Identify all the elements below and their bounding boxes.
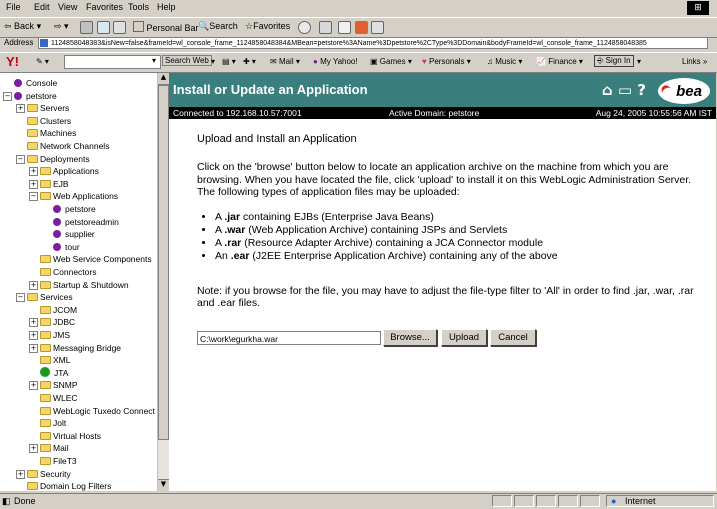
messenger-icon[interactable] — [355, 21, 368, 34]
folder-icon — [40, 268, 51, 276]
expand-icon[interactable]: + — [30, 381, 37, 390]
file-type-extension: .jar — [224, 210, 241, 223]
file-type-extension: .ear — [230, 249, 250, 262]
expand-icon[interactable]: + — [17, 469, 24, 478]
file-path-input[interactable] — [197, 331, 381, 345]
file-types-list — [197, 211, 707, 263]
sign-in-icon: ⎆ — [597, 56, 604, 65]
tree-item[interactable] — [40, 405, 155, 417]
tree-item[interactable] — [40, 354, 70, 366]
zone-text: Internet — [625, 496, 656, 506]
file-type-extension: .war — [224, 223, 246, 236]
sign-in-button[interactable] — [594, 55, 634, 67]
folder-icon — [40, 394, 51, 402]
menu-view[interactable]: View — [58, 2, 78, 12]
status-panel-3 — [536, 495, 556, 507]
browse-button[interactable]: Browse... — [383, 329, 437, 346]
music-button[interactable]: ♫ Music ▾ — [487, 57, 523, 66]
tree-item[interactable] — [40, 455, 77, 467]
tree-item-label: EJB — [53, 178, 69, 189]
upload-content — [197, 133, 707, 310]
node-icon — [53, 230, 61, 238]
folder-icon — [40, 318, 51, 326]
datetime-text: Aug 24, 2005 10:55:56 AM IST — [595, 108, 712, 118]
tree-item-label: petstoreadmin — [65, 216, 119, 227]
folder-icon — [40, 306, 51, 314]
finance-icon: 📈 — [536, 57, 546, 66]
folder-icon — [40, 281, 51, 289]
menu-bar — [0, 0, 717, 17]
tree-item[interactable] — [53, 216, 119, 228]
folder-icon — [40, 180, 51, 188]
search-button[interactable] — [198, 21, 238, 32]
folder-icon — [40, 419, 51, 427]
tree-item[interactable] — [27, 115, 71, 127]
games-button[interactable]: ▣ Games ▾ — [370, 57, 412, 66]
yahoo-logo[interactable]: Y! — [6, 54, 19, 69]
file-type-prefix: A — [215, 236, 225, 249]
status-bar — [0, 493, 717, 509]
tree-item[interactable] — [27, 468, 71, 480]
collapse-icon[interactable]: − — [17, 154, 24, 163]
search-icon: 🔍 — [198, 21, 210, 31]
tree-item-label: FileT3 — [53, 456, 77, 466]
finance-button[interactable]: 📈 Finance ▾ — [536, 57, 583, 66]
links-label: Links — [682, 57, 701, 66]
folder-icon — [40, 356, 51, 364]
folder-icon — [27, 117, 38, 125]
personals-button[interactable]: ♥ Personals ▾ — [422, 57, 471, 66]
pencil-icon[interactable]: ✎ ▾ — [36, 57, 49, 66]
page-title: Install or Update an Application — [173, 82, 368, 97]
favorites-label: Favorites — [253, 21, 291, 31]
tree-item[interactable] — [40, 266, 96, 278]
file-type-item — [215, 237, 707, 250]
tree-item[interactable] — [53, 228, 95, 240]
back-label: Back — [14, 21, 35, 31]
tree-item[interactable] — [40, 367, 68, 379]
status-panel-1 — [492, 495, 512, 507]
folder-icon — [27, 142, 38, 150]
tree-item-label: Services — [40, 292, 73, 303]
folder-icon — [40, 457, 51, 465]
tree-item[interactable] — [14, 90, 57, 102]
node-icon — [53, 218, 61, 226]
header-icons — [602, 81, 646, 99]
history-icon[interactable] — [298, 21, 311, 34]
scroll-thumb[interactable] — [158, 85, 169, 440]
help-icon[interactable]: ? — [637, 81, 646, 99]
finance-label: Finance — [548, 57, 577, 66]
tree-item[interactable] — [27, 291, 73, 303]
stop-icon[interactable] — [80, 21, 93, 34]
refresh-icon[interactable] — [97, 21, 110, 34]
window-icon[interactable]: ▭ — [617, 81, 633, 99]
tree-item[interactable] — [40, 178, 69, 190]
address-bar — [0, 37, 717, 51]
tree-item-label: supplier — [65, 229, 95, 240]
scroll-up-arrow[interactable]: ▲ — [158, 73, 169, 85]
games-icon: ▣ — [370, 57, 378, 66]
sign-in-dropdown-icon[interactable]: ▾ — [637, 57, 642, 66]
address-url: 1124858048383&isNew=false&frameId=wl_console_frame_1124858048384&MBean=petstore%3AName%3Dpetstore%2CType%3DDomain&bodyFrameId=wl_console_frame_1124858048385 — [51, 40, 647, 47]
tree-item-label: Virtual Hosts — [53, 430, 102, 441]
tree-item-label: WebLogic Tuxedo Connect — [53, 405, 155, 416]
tree-item-label: Connectors — [53, 267, 97, 277]
tree-item[interactable] — [27, 102, 69, 114]
menu-favorites[interactable]: Favorites — [86, 2, 124, 12]
mail-label: Mail — [278, 57, 294, 66]
tree-item[interactable] — [40, 316, 75, 328]
search-web-dropdown-icon[interactable]: ▾ — [211, 57, 216, 66]
connection-status-bar — [169, 107, 716, 119]
folder-icon — [27, 155, 38, 163]
tree-item-label: petstore — [26, 90, 57, 101]
folder-icon — [40, 381, 51, 389]
scroll-down-arrow[interactable]: ▼ — [158, 479, 169, 491]
tree-item[interactable] — [40, 253, 152, 265]
tree-item-label: petstore — [65, 204, 96, 214]
tree-item-label: Machines — [40, 128, 77, 139]
address-label: Address — [4, 38, 34, 47]
folder-icon — [40, 444, 51, 452]
tree-item[interactable] — [14, 77, 57, 89]
expand-icon[interactable]: + — [30, 167, 37, 176]
file-type-description: (J2EE Enterprise Application Archive) containing any of the above — [249, 249, 558, 262]
games-label: Games — [379, 57, 406, 66]
tree-item-label: tour — [65, 241, 80, 252]
note-paragraph: Note: if you browse for the file, you may have to adjust the file-type filter to 'All' in order to find .jar, .war, .rar and .ear files. — [197, 284, 694, 309]
pen-icon[interactable]: ✚ ▾ — [243, 57, 256, 66]
tree-item-label: Startup & Shutdown — [53, 279, 129, 290]
tree-item-label: WLEC — [53, 393, 78, 403]
status-text: Done — [14, 496, 36, 506]
music-icon: ♫ — [487, 57, 493, 66]
personal-bar-label: Personal Bar — [146, 23, 199, 33]
folder-icon — [27, 129, 38, 137]
status-panel-5 — [580, 495, 600, 507]
search-dropdown-icon[interactable]: ▾ — [152, 56, 157, 65]
back-button[interactable]: ⇦ Back ▾ — [4, 21, 42, 31]
file-type-prefix: A — [215, 223, 225, 236]
section-heading: Upload and Install an Application — [197, 133, 357, 145]
windows-logo-icon: ⊞ — [687, 1, 709, 15]
tree-item-label: Clusters — [40, 115, 72, 126]
toolbar — [0, 17, 717, 38]
zone-panel — [606, 495, 714, 507]
my-yahoo-label: My Yahoo! — [320, 57, 358, 66]
menu-edit[interactable]: Edit — [34, 2, 50, 12]
status-page-icon: ◧ — [2, 496, 11, 506]
tree-item-label: Deployments — [40, 153, 90, 164]
favorites-icon: ☆ — [245, 21, 254, 31]
discuss-icon[interactable] — [371, 21, 384, 34]
print-icon[interactable] — [338, 21, 351, 34]
tree-item-label: Mail — [53, 443, 69, 454]
forward-button[interactable]: ⇨ ▾ — [54, 21, 69, 31]
file-type-prefix: An — [215, 249, 231, 262]
tree-item[interactable] — [40, 190, 118, 202]
search-web-button[interactable]: Search Web — [162, 55, 212, 66]
folder-icon — [40, 344, 51, 352]
status-panel-2 — [514, 495, 534, 507]
active-domain-text: Active Domain: petstore — [389, 108, 480, 118]
sign-in-label: Sign In — [605, 56, 631, 65]
node-icon — [14, 92, 22, 100]
connected-text: Connected to 192.168.10.57:7001 — [173, 108, 302, 118]
yahoo-search-input[interactable] — [64, 55, 161, 69]
menu-tools[interactable]: Tools — [128, 2, 150, 12]
folder-icon — [27, 104, 38, 112]
expand-icon[interactable]: + — [30, 318, 37, 327]
address-input[interactable] — [38, 37, 708, 49]
console-header — [169, 73, 716, 107]
folder-icon — [40, 432, 51, 440]
tree-item-label: JDBC — [53, 317, 76, 328]
file-path-value: C:\work\egurkha.war — [200, 334, 278, 344]
folder-icon — [40, 167, 51, 175]
status-panel-4 — [558, 495, 578, 507]
expand-icon[interactable]: + — [30, 280, 37, 289]
tree-item-label: JCOM — [53, 304, 78, 315]
file-type-description: (Web Application Archive) containing JSPs and Servlets — [245, 223, 508, 236]
file-type-description: containing EJBs (Enterprise Java Beans) — [240, 210, 434, 223]
file-type-item — [215, 250, 707, 263]
expand-icon[interactable]: + — [30, 331, 37, 339]
folder-icon — [40, 331, 51, 339]
expand-icon[interactable]: + — [30, 444, 37, 453]
globe-icon: ● — [611, 496, 617, 506]
tree-item-label: JTA — [54, 367, 69, 378]
cancel-button[interactable]: Cancel — [490, 329, 536, 346]
file-type-extension: .rar — [224, 236, 242, 249]
tree-item[interactable] — [40, 165, 99, 177]
folder-icon — [40, 407, 51, 415]
highlight-icon[interactable]: ▤ ▾ — [222, 57, 236, 66]
tree-item-label: Web Applications — [53, 191, 119, 202]
my-yahoo-button[interactable] — [313, 57, 358, 66]
tree-item-label: Servers — [40, 103, 70, 114]
personal-bar-icon — [133, 21, 144, 32]
tree-item-label: Network Channels — [40, 141, 110, 151]
tree-item-label: Messaging Bridge — [53, 342, 122, 353]
my-yahoo-icon: ● — [313, 57, 318, 66]
home-icon[interactable] — [113, 21, 126, 34]
collapse-icon[interactable]: − — [30, 192, 37, 201]
favorites-button[interactable] — [245, 21, 290, 32]
menu-file[interactable]: File — [6, 2, 21, 12]
tree-item-label: Applications — [53, 166, 99, 177]
file-type-prefix: A — [215, 210, 225, 223]
tree-item[interactable] — [40, 304, 77, 316]
status-ok-icon — [40, 367, 50, 377]
personals-label: Personals — [428, 57, 465, 66]
folder-icon — [27, 482, 38, 490]
file-type-item — [215, 224, 707, 237]
expand-icon[interactable]: + — [30, 343, 37, 352]
folder-icon — [40, 255, 51, 263]
tree-item-label: Jolt — [53, 418, 67, 429]
tree-item[interactable] — [40, 430, 101, 442]
mail-icon[interactable] — [319, 21, 332, 34]
menu-help[interactable]: Help — [157, 2, 176, 12]
tree-item-label: SNMP — [53, 380, 78, 391]
music-label: Music — [495, 57, 517, 66]
navigation-tree — [0, 73, 158, 491]
personal-bar-button[interactable] — [133, 21, 199, 33]
bea-logo-text: bea — [676, 83, 702, 100]
node-icon — [53, 243, 61, 251]
expand-icon[interactable]: + — [30, 179, 37, 188]
tree-item[interactable] — [27, 153, 90, 165]
tree-item[interactable] — [40, 379, 78, 391]
collapse-icon[interactable]: − — [17, 293, 24, 302]
tree-item[interactable] — [40, 392, 78, 404]
folder-icon — [40, 192, 51, 200]
tree-item-label: Web Service Components — [53, 254, 152, 265]
tree-item[interactable] — [27, 140, 109, 152]
tree-item-label: Domain Log Filters — [40, 481, 112, 491]
file-type-item — [215, 211, 707, 224]
main-frame — [169, 73, 716, 491]
tree-item[interactable] — [40, 279, 129, 291]
home-icon[interactable]: ⌂ — [601, 81, 613, 99]
node-icon — [14, 79, 22, 87]
tree-item[interactable] — [40, 342, 121, 354]
tree-item[interactable] — [27, 127, 76, 139]
page-icon — [40, 39, 48, 47]
search-label: Search — [209, 21, 238, 31]
tree-item[interactable] — [40, 442, 69, 454]
folder-icon — [27, 293, 38, 301]
file-type-description: (Resource Adapter Archive) containing a JCA Connector module — [241, 236, 544, 249]
intro-paragraph: Click on the 'browse' button below to locate an application archive on the machine from which you are browsing. When you have located the file, click 'upload' to install it on this WebLogic Administration Server. The following types of application files may be uploaded: — [197, 161, 692, 198]
tree-item[interactable] — [53, 203, 96, 215]
folder-icon — [27, 470, 38, 478]
tree-item[interactable] — [40, 329, 70, 341]
upload-button[interactable]: Upload — [441, 329, 487, 346]
links-button[interactable]: Links » — [682, 57, 708, 66]
tree-item[interactable] — [53, 241, 80, 253]
tree-item-label: Console — [26, 78, 58, 88]
tree-item-label: Security — [40, 468, 71, 479]
tree-item-label: JMS — [53, 330, 70, 340]
node-icon — [53, 205, 61, 213]
tree-item-label: XML — [53, 355, 71, 366]
tree-item[interactable] — [40, 417, 66, 429]
collapse-icon[interactable]: − — [4, 91, 11, 100]
yahoo-toolbar — [0, 52, 717, 73]
tree-scrollbar[interactable] — [157, 73, 169, 491]
mail-button[interactable]: ✉ Mail ▾ — [270, 57, 300, 66]
expand-icon[interactable]: + — [17, 104, 24, 113]
personals-icon: ♥ — [422, 57, 427, 66]
tree-item[interactable] — [27, 480, 111, 491]
